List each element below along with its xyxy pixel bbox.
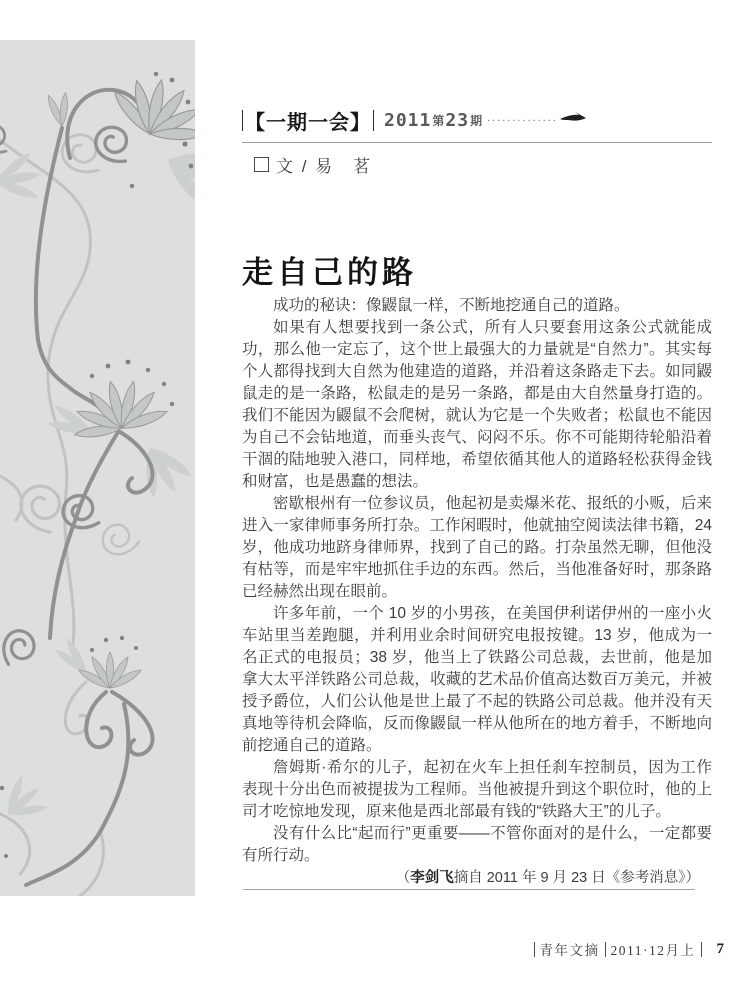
issue-date: 2011·12月上 [610,943,696,958]
header-divider [242,142,712,143]
issue-prefix: 第 [432,113,445,128]
footer-bar [701,942,702,957]
attribution-source: 摘自 2011 年 9 月 23 日《参考消息》） [453,870,700,886]
attribution [242,867,712,889]
issue-number: 23 [445,109,470,131]
floral-flourish-icon [0,40,195,896]
page-footer [529,938,725,960]
byline-text: 文 / 易 茗 [276,156,373,176]
article-body [242,295,712,889]
header-bar-left [242,110,243,131]
paragraph: 密歇根州有一位参议员，他起初是卖爆米花、报纸的小贩，后来进入一家律师事务所打杂。工作闲暇时，他就抽空阅读法律书籍，24 岁，他成功地跻身律师界，找到了自己的路。打杂虽然无聊，但他没有枯等，而是牢牢地抓住手边的东西。然后，当他准备好时，那条路已经赫然出现在眼前。 [242,495,712,600]
attribution-author: 李剑飞 [410,870,454,886]
paragraph: 成功的秘诀：像鼹鼠一样，不断地挖通自己的道路。 [273,297,630,314]
paragraph: 詹姆斯·希尔的儿子，起初在火车上担任刹车控制员，因为工作表现十分出色而被提拔为工程师。当他被提升到这个职位时，他的上司才吃惊地发现，原来他是西北部最有钱的“铁路大王”的儿子。 [242,759,712,820]
paragraph: 没有什么比“起而行”更重要——不管你面对的是什么，一定都要有所行动。 [242,825,712,864]
dotted-leader: .............. [487,112,558,124]
article-title: 走自己的路 [242,254,417,290]
section-header [242,104,712,136]
swoosh-arrow-icon [560,112,586,124]
lotus-flower-middle [69,375,170,439]
footer-bar [605,942,606,957]
magazine-name: 青年文摘 [539,943,600,958]
attribution-open: （ [395,870,411,886]
open-square-marker-icon [254,157,269,172]
bottom-divider [243,889,695,890]
byline [254,152,372,176]
decorative-side-panel [0,40,195,896]
page-number: 7 [716,940,724,957]
paragraph: 许多年前，一个 10 岁的小男孩，在美国伊利诺伊州的一座小火车站里当差跑腿，并利用业余时间研究电报按键。13 岁，他成为一名正式的电报员；38 岁，他当上了铁路公司总裁，去世前，他是加拿大太平洋铁路公司总裁，收藏的艺术品价值高达数百万美元，并被授予爵位，人们公认他是世上最了不起的铁路公司总裁。他并没有天真地等待机会降临，反而像鼹鼠一样从他所在的地方着手，不断地向前挖通自己的道路。 [242,605,712,754]
footer-bar [534,942,535,957]
issue-year: 2011 [384,109,432,131]
paragraph: 如果有人想要找到一条公式，所有人只要套用这条公式就能成功，那么他一定忘了，这个世上最强大的力量就是“自然力”。其实每个人都得找到大自然为他建造的道路，并沿着这条路走下去。如同鼹鼠走的是一条路，松鼠走的是另一条路，都是由大自然量身打造的。我们不能因为鼹鼠不会爬树，就认为它是一个失败者；松鼠也不能因为自己不会钻地道，而垂头丧气、闷闷不乐。你不可能期待轮船沿着干涸的陆地驶入港口，同样地，希望依循其他人的道路轻松获得金钱和财富，也是愚蠢的想法。 [242,319,712,490]
issue-suffix: 期 [470,113,483,128]
header-bar-right [373,110,374,131]
column-title: 【一期一会】 [245,111,371,134]
lotus-flower-bottom [77,652,143,691]
